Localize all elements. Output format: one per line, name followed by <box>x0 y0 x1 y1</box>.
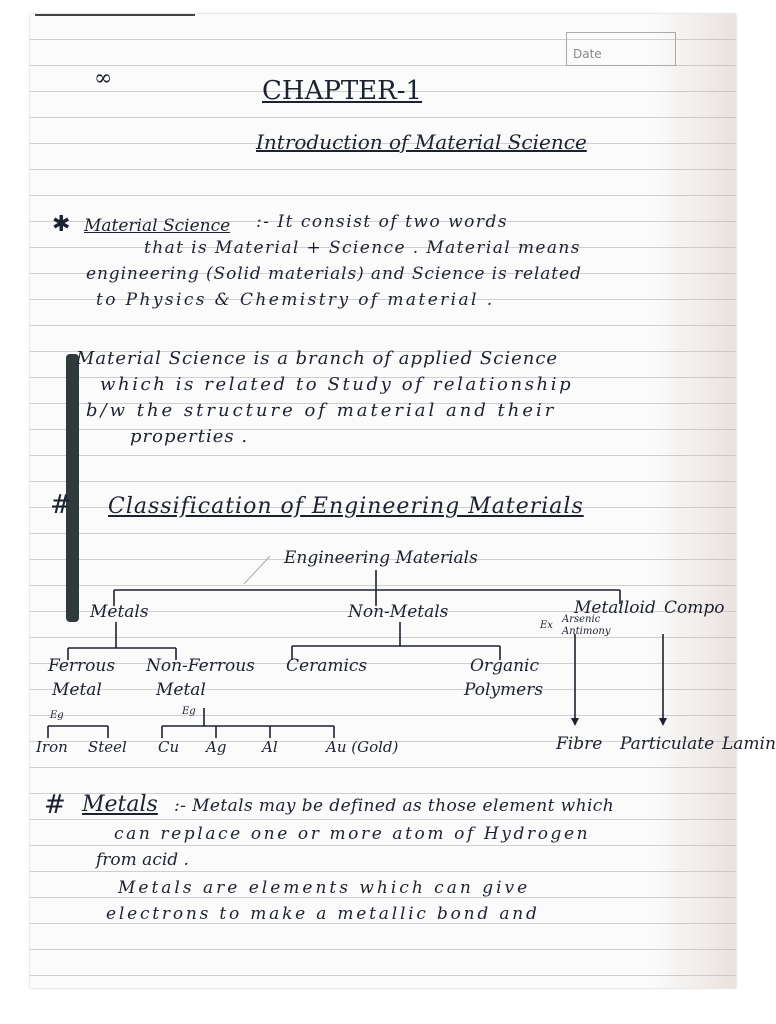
definition-term: Material Science <box>84 216 231 236</box>
tree-organic: Polymers <box>464 680 544 700</box>
metalloid-example: Antimony <box>562 626 611 637</box>
notebook-page <box>30 14 776 988</box>
tree-organic: Organic <box>470 656 539 676</box>
metals-line: Metals are elements which can give <box>118 878 531 898</box>
tree-steel: Steel <box>88 738 127 756</box>
classification-heading: Classification of Engineering Materials <box>108 494 584 519</box>
tree-metals: Metals <box>90 602 149 622</box>
definition-line: that is Material + Science . Material means <box>144 238 581 258</box>
star-bullet-icon: ✱ <box>52 212 71 237</box>
tree-iron: Iron <box>36 738 68 756</box>
doodle-mark: ∞ <box>94 66 113 91</box>
tree-composite: Compo <box>664 598 725 618</box>
tree-ferrous: Metal <box>52 680 102 700</box>
metals-hash-mark: # <box>44 790 66 820</box>
tree-ceramics: Ceramics <box>286 656 368 676</box>
tree-au: Au (Gold) <box>326 738 399 756</box>
tree-root: Engineering Materials <box>284 548 478 568</box>
metalloid-example: Arsenic <box>562 614 601 625</box>
branch-line: b/w the structure of material and their <box>86 400 557 421</box>
tree-ag: Ag <box>206 738 227 756</box>
heading-hash-mark: # <box>50 490 72 520</box>
tree-non-ferrous: Metal <box>156 680 206 700</box>
tree-ferrous: Ferrous <box>48 656 116 676</box>
branch-line: properties . <box>130 426 249 447</box>
definition-line: :- It consist of two words <box>256 212 509 232</box>
tree-fibre: Fibre <box>556 734 603 754</box>
metals-line: from acid . <box>96 850 189 870</box>
classification-tree-lines <box>30 14 736 794</box>
page-subtitle: Introduction of Material Science <box>256 130 587 154</box>
metals-line: :- Metals may be defined as those element which <box>174 796 615 816</box>
tree-cu: Cu <box>158 738 180 756</box>
definition-line: engineering (Solid materials) and Science is related <box>86 264 582 284</box>
metals-heading: Metals <box>82 792 158 817</box>
metalloid-ex-label: Ex <box>540 620 553 631</box>
definition-line: to Physics & Chemistry of material . <box>96 290 495 310</box>
tree-metalloid: Metalloid <box>574 598 656 618</box>
branch-line: which is related to Study of relationship <box>100 374 574 395</box>
tree-al: Al <box>262 738 278 756</box>
date-label: Date <box>573 47 602 61</box>
branch-line: Material Science is a branch of applied Science <box>76 348 559 369</box>
tree-non-ferrous: Non-Ferrous <box>146 656 255 676</box>
tree-non-metals: Non-Metals <box>348 602 449 622</box>
eg-label: Eg <box>50 710 64 721</box>
eg-label: Eg <box>182 706 196 717</box>
chapter-title: CHAPTER-1 <box>262 76 423 106</box>
tree-laminated: Lamin <box>722 734 776 754</box>
metals-line: can replace one or more atom of Hydrogen <box>114 824 591 844</box>
tree-particulate: Particulate <box>620 734 715 754</box>
metals-line: electrons to make a metallic bond and <box>106 904 540 924</box>
